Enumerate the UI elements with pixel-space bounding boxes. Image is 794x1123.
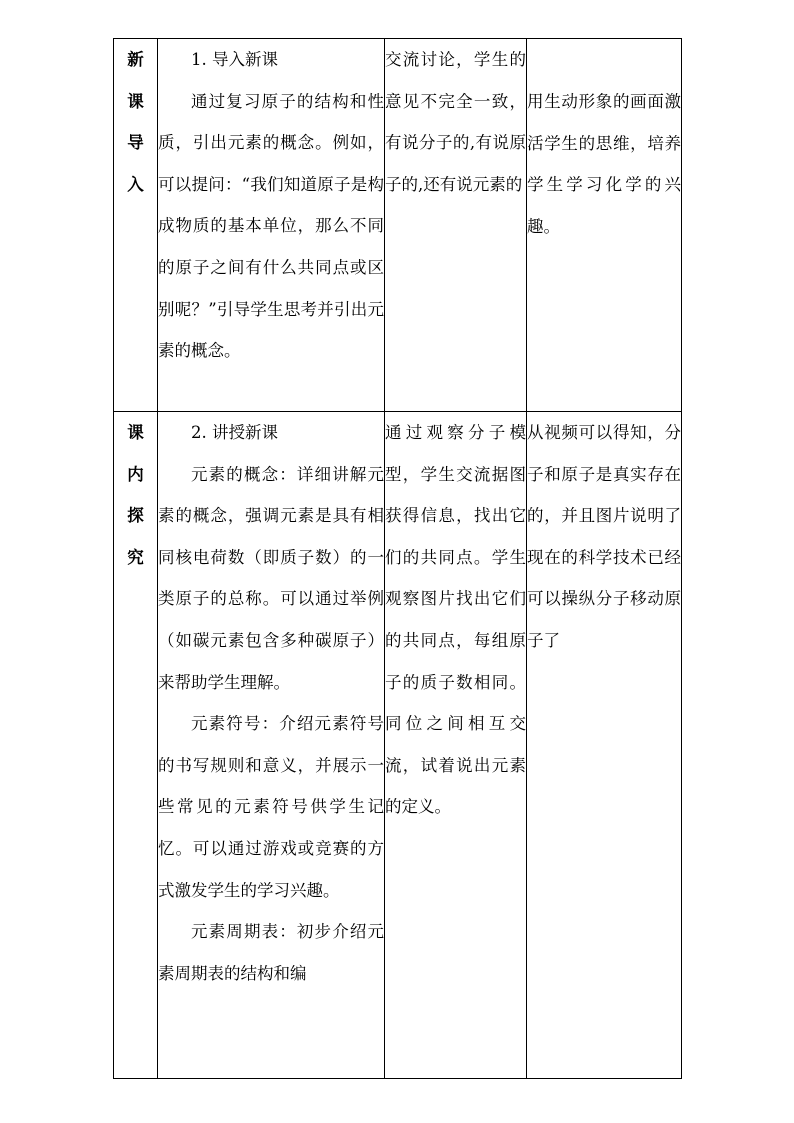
stage-char: 课 [127,91,144,111]
design-intent-text: 用生动形象的画面激活学生的思维，培养学生学习化学的兴趣。 [527,92,681,236]
stage-char: 导 [127,133,144,153]
stage-char: 课 [127,423,144,442]
stage-char: 探 [127,506,144,526]
stage-char: 新 [127,50,144,69]
student-activity-cell: 通过观察分子模型，学生交流据图获得信息，找出它们的共同点。学生观察图片找出它们的共同点，每组原子的质子数相同。同位之间相互交流，试着说出元素的定义。 [385,412,527,1079]
stage-cell [114,39,158,412]
lesson-plan-table [113,38,682,1079]
stage-char: 内 [127,464,144,484]
table-row-new-lesson-intro [114,39,682,412]
content-paragraph: 元素的概念：详细讲解元素的概念，强调元素是具有相同核电荷数（即质子数）的一类原子的总称。可以通过举例（如碳元素包含多种碳原子）来帮助学生理解。 [158,464,384,692]
stage-char: 究 [127,547,144,567]
stage-cell [114,412,158,1079]
content-paragraph: 元素符号：介绍元素符号的书写规则和意义，并展示一些常见的元素符号供学生记忆。可以通过游戏或竞赛的方式激发学生的学习兴趣。 [158,714,384,900]
content-paragraph: 通过复习原子的结构和性质，引出元素的概念。例如，可以提问：“我们知道原子是构成物质的基本单位，那么不同的原子之间有什么共同点或区别呢？”引导学生思考并引出元素的概念。 [158,91,384,361]
student-activity-cell: 交流讨论，学生的意见不完全一致，有说分子的,有说原子的,还有说元素的 [385,39,527,412]
section-heading: 1. 导入新课 [191,50,278,69]
content-paragraph: 元素周期表：初步介绍元素周期表的结构和编 [158,922,384,983]
design-intent-cell [527,39,682,412]
teaching-content-cell [158,39,385,412]
section-heading: 2. 讲授新课 [191,423,278,442]
design-intent-cell: 从视频可以得知，分子和原子是真实存在的，并且图片说明了现在的科学技术已经可以操纵分子移动原子了 [527,412,682,1079]
stage-char: 入 [127,174,144,194]
teaching-content-cell [158,412,385,1079]
table-row-in-class-inquiry [114,412,682,1079]
